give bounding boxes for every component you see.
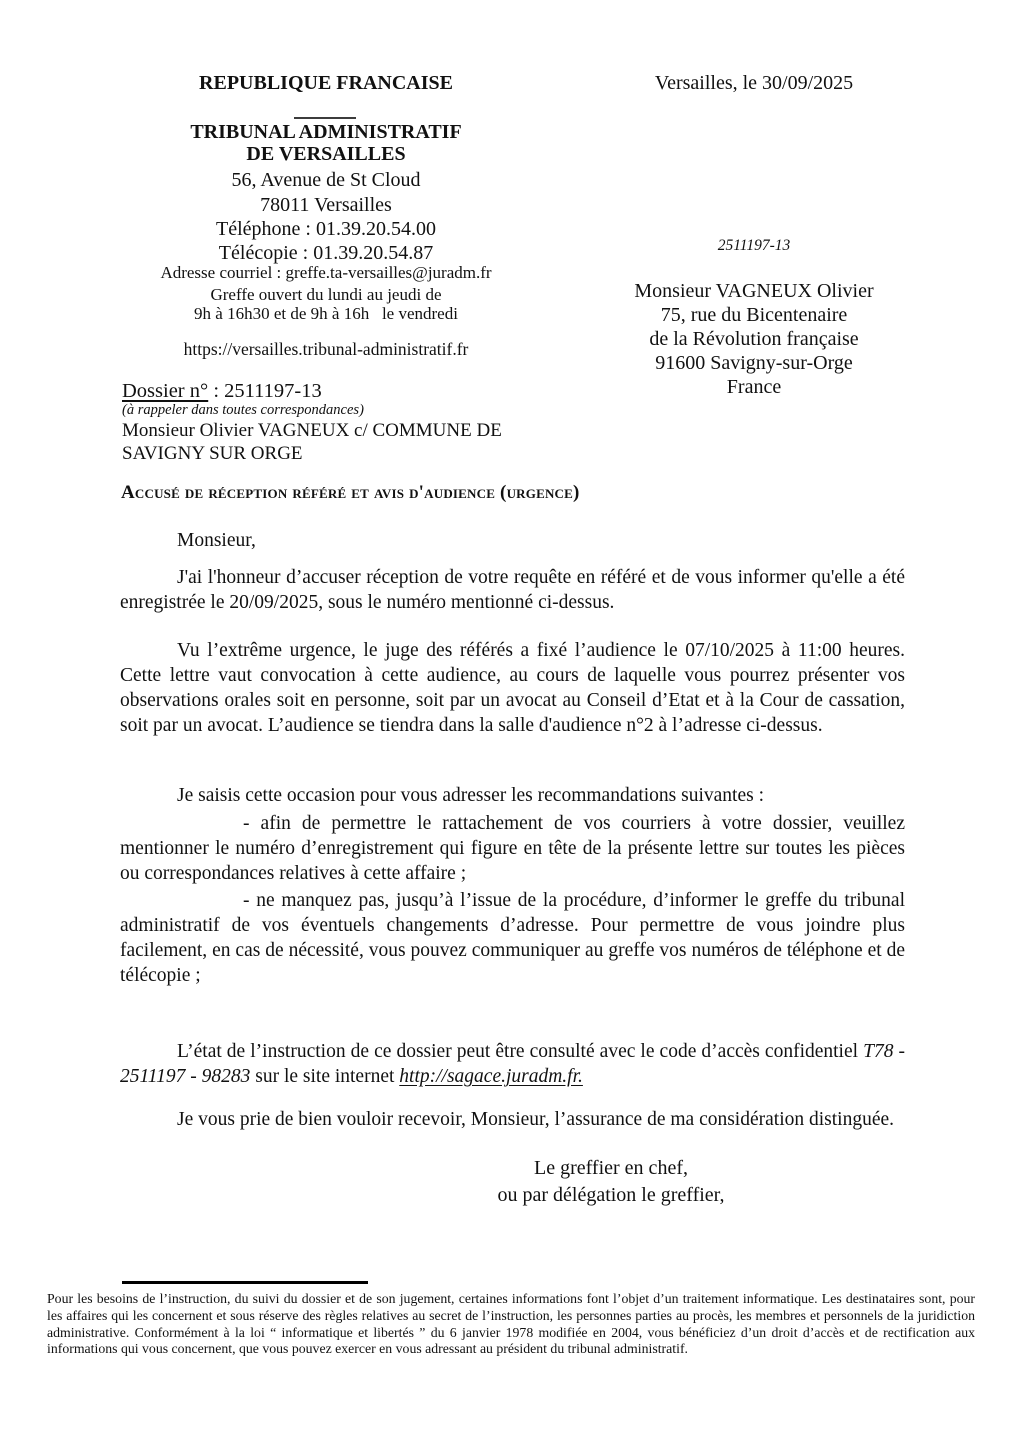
court-name-line1: TRIBUNAL ADMINISTRATIF xyxy=(190,121,462,143)
paragraph-receipt: J'ai l'honneur d’accuser réception de votre requête en référé et de vous informer qu'elle a été enregistrée le 20/09/2025, sous le numéro mentionné ci-dessus. xyxy=(120,567,905,613)
footnote-divider xyxy=(122,1281,368,1284)
header-divider xyxy=(294,117,356,119)
dossier-number: : 2511197-13 xyxy=(208,380,322,402)
sender-email: Adresse courriel : greffe.ta-versailles@juradm.fr xyxy=(160,263,492,282)
footnote-text: Pour les besoins de l’instruction, du suivi du dossier et de son jugement, certaines informations font l’objet d’un traitement informatique. Les destinataires sont, pour les affaires qui les concernent et sous réserve des règles relatives au secret de l’instruction, les personnes parties au procès, les membres et personnels de la juridiction administrative. Conformément à la loi “ informatique et libertés ” du 6 janvier 1978 modifiée en 2004, vous bénéficiez d’un droit d’accès et de rectification aux informations qui vous concernent, que vous pouvez exercer en vous adressant au président du tribunal administratif. xyxy=(47,1291,975,1357)
sender-phone: Téléphone : 01.39.20.54.00 xyxy=(216,218,436,240)
access-mid: sur le site internet xyxy=(250,1066,400,1087)
recipient-line: 91600 Savigny-sur-Orge xyxy=(655,352,853,374)
office-hours-line2: 9h à 16h30 et de 9h à 16h le vendredi xyxy=(194,304,458,323)
parties-line1: Monsieur Olivier VAGNEUX c/ COMMUNE DE xyxy=(122,420,502,441)
access-intro: L’état de l’instruction de ce dossier peut être consulté avec le code d’accès confidentiel xyxy=(177,1041,864,1062)
signature-block xyxy=(415,1155,807,1209)
parties-line2: SAVIGNY SUR ORGE xyxy=(122,443,303,464)
recipient-line: Monsieur VAGNEUX Olivier xyxy=(634,280,874,302)
signature-title-line2: ou par délégation le greffier, xyxy=(497,1184,725,1206)
recipient-line: de la Révolution française xyxy=(649,328,859,350)
recommendation-item-2: - ne manquez pas, jusqu’à l’issue de la procédure, d’informer le greffe du tribunal administratif de vos éventuels changements d’adresse. Pour permettre de vous joindre plus facilement, en cas de nécessité, vous pouvez communiquer au greffe vos numéros de téléphone et de télécopie ; xyxy=(120,890,905,986)
republic-title: REPUBLIQUE FRANCAISE xyxy=(199,72,453,94)
subject-line: Accusé de réception référé et avis d'audience (urgence) xyxy=(121,482,580,503)
office-hours-line1: Greffe ouvert du lundi au jeudi de xyxy=(210,285,442,304)
sagace-link[interactable]: http://sagace.juradm.fr. xyxy=(399,1066,583,1087)
signature-title-line1: Le greffier en chef, xyxy=(534,1157,688,1179)
recipient-block xyxy=(554,279,954,399)
sender-fax: Télécopie : 01.39.20.54.87 xyxy=(218,242,434,264)
salutation: Monsieur, xyxy=(177,530,256,551)
sender-website: https://versailles.tribunal-administratif.fr xyxy=(183,339,469,359)
dossier-note: (à rappeler dans toutes correspondances) xyxy=(122,402,364,418)
recommendation-item-1: - afin de permettre le rattachement de vos courriers à votre dossier, veuillez mentionner le numéro d’enregistrement qui figure en tête de la présente lettre sur toutes les pièces ou correspondances relatives à cette affaire ; xyxy=(120,813,905,884)
access-code: T78 - 2511197 - 98283 xyxy=(120,1041,905,1087)
court-name-line2: DE VERSAILLES xyxy=(246,143,406,165)
case-reference: 2511197-13 xyxy=(717,237,791,254)
paragraph-access-code xyxy=(120,1039,905,1089)
letter-date: Versailles, le 30/09/2025 xyxy=(654,72,854,94)
paragraph-recommendations-intro: Je saisis cette occasion pour vous adresser les recommandations suivantes : xyxy=(177,785,765,806)
sender-street: 56, Avenue de St Cloud xyxy=(231,169,421,191)
dossier-label: Dossier n° xyxy=(122,380,209,402)
recipient-line: France xyxy=(726,376,782,398)
parties-block xyxy=(122,419,502,465)
paragraph-hearing: Vu l’extrême urgence, le juge des référés a fixé l’audience le 07/10/2025 à 11:00 heures. Cette lettre vaut convocation à cette audience, au cours de laquelle vous pourrez présenter vos observations orales soit en personne, soit par un avocat au Conseil d’Etat et à la Cour de cassation, soit par un avocat. L’audience se tiendra dans la salle d'audience n°2 à l’adresse ci-dessus. xyxy=(120,640,905,736)
recipient-line: 75, rue du Bicentenaire xyxy=(660,304,848,326)
dossier-line xyxy=(122,379,322,403)
paragraph-closing-formula: Je vous prie de bien vouloir recevoir, Monsieur, l’assurance de ma considération distinguée. xyxy=(177,1109,895,1130)
sender-city: 78011 Versailles xyxy=(260,194,392,216)
